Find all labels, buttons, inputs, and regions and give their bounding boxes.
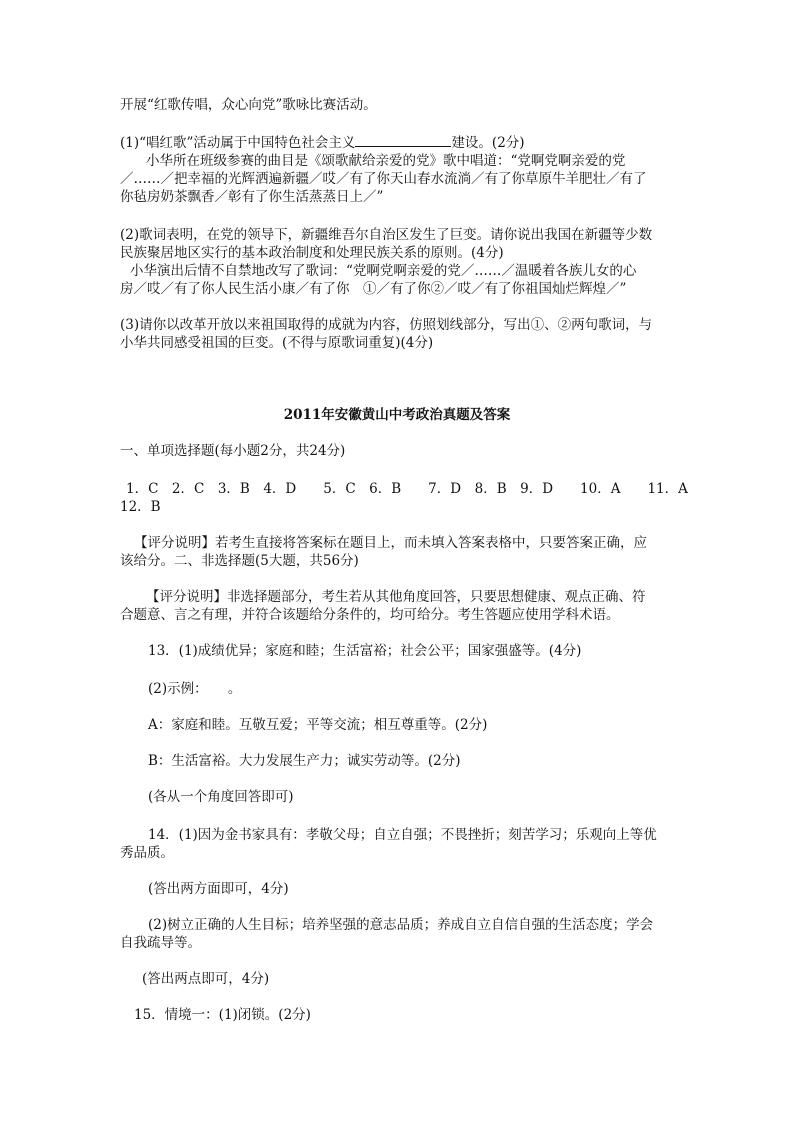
question-3-line: (3)请你以改革开放以来祖国取得的成就为内容，仿照划线部分，写出①、②两句歌词，与 <box>120 317 653 333</box>
answer-14-1-note: (答出两方面即可，4分) <box>148 881 289 897</box>
rewritten-lyrics-line: 小华演出后情不自禁地改写了歌词：“党啊党啊亲爱的党／……／温暖着各族儿女的心 <box>130 263 637 279</box>
song-line: 小华所在班级参赛的曲目是《颂歌献给亲爱的党》歌中唱道：“党啊党啊亲爱的党 <box>146 153 626 169</box>
scoring-note: 【评分说明】非选择题部分，考生若从其他角度回答，只要思想健康、观点正确、符 <box>146 589 646 605</box>
question-3-line: 小华共同感受祖国的巨变。(不得与原歌词重复)(4分) <box>120 335 434 351</box>
answer-14-1: 14．(1)因为金书家具有：孝敬父母；自立自强；不畏挫折；刻苦学习；乐观向上等优 <box>148 827 657 843</box>
question-1-suffix: 建设。(2分) <box>451 135 525 151</box>
scoring-note: 该给分。二、非选择题(5大题，共56分) <box>120 553 359 569</box>
answer-section-title: 2011年安徽黄山中考政治真题及答案 <box>283 407 511 423</box>
answer-blank <box>355 134 451 147</box>
mc-answers-line: 1．C 2．C 3．B 4．D 5．C 6．B 7．D 8．B 9．D 10．A 11．A <box>126 481 688 497</box>
question-2-line: (2)歌词表明，在党的领导下，新疆维吾尔自治区发生了巨变。请你说出我国在新疆等少数 <box>120 227 653 243</box>
rewritten-lyrics-line: 房／哎／有了你人民生活小康／有了你 ①／有了你②／哎／有了你祖国灿烂辉煌／” <box>120 281 627 297</box>
answer-13-note: (各从一个角度回答即可) <box>148 789 294 805</box>
answer-14-2: 自我疏导等。 <box>120 935 201 951</box>
answer-14-2-note: (答出两点即可，4分) <box>142 971 270 987</box>
song-line: ／……／把幸福的光辉洒遍新疆／哎／有了你天山春水流淌／有了你草原牛羊肥壮／有了 <box>120 171 647 187</box>
answer-13-1: 13．(1)成绩优异；家庭和睦；生活富裕；社会公平；国家强盛等。(4分) <box>148 643 582 659</box>
mc-answers-line: 12．B <box>120 499 161 515</box>
question-1 <box>120 134 680 152</box>
intro-text: 开展“红歌传唱，众心向党”歌咏比赛活动。 <box>120 97 377 113</box>
answer-14-2: (2)树立正确的人生目标；培养坚强的意志品质；养成自立自信自强的生活态度；学会 <box>148 917 654 933</box>
scoring-note: 【评分说明】若考生直接将答案标在题目上，而未填入答案表格中，只要答案正确，应 <box>134 535 647 551</box>
answer-14-1: 秀品质。 <box>120 845 174 861</box>
section-heading: 一、单项选择题(每小题2分，共24分) <box>120 443 346 459</box>
question-1-prefix: (1)“唱红歌”活动属于中国特色社会主义 <box>120 135 356 151</box>
answer-13-b: B：生活富裕。大力发展生产力；诚实劳动等。(2分) <box>148 753 461 769</box>
answer-13-a: A：家庭和睦。互敬互爱；平等交流；相互尊重等。(2分) <box>148 717 488 733</box>
song-line: 你毡房奶茶飘香／彰有了你生活蒸蒸日上／” <box>120 189 384 205</box>
answer-13-2: (2)示例： 。 <box>148 681 242 697</box>
question-2-line: 民族聚居地区实行的基本政治制度和处理民族关系的原则。(4分) <box>120 245 504 261</box>
scoring-note: 合题意、言之有理，并符合该题给分条件的，均可给分。考生答题应使用学科术语。 <box>120 607 620 623</box>
answer-15: 15．情境一：(1)闭锁。(2分) <box>134 1007 311 1023</box>
